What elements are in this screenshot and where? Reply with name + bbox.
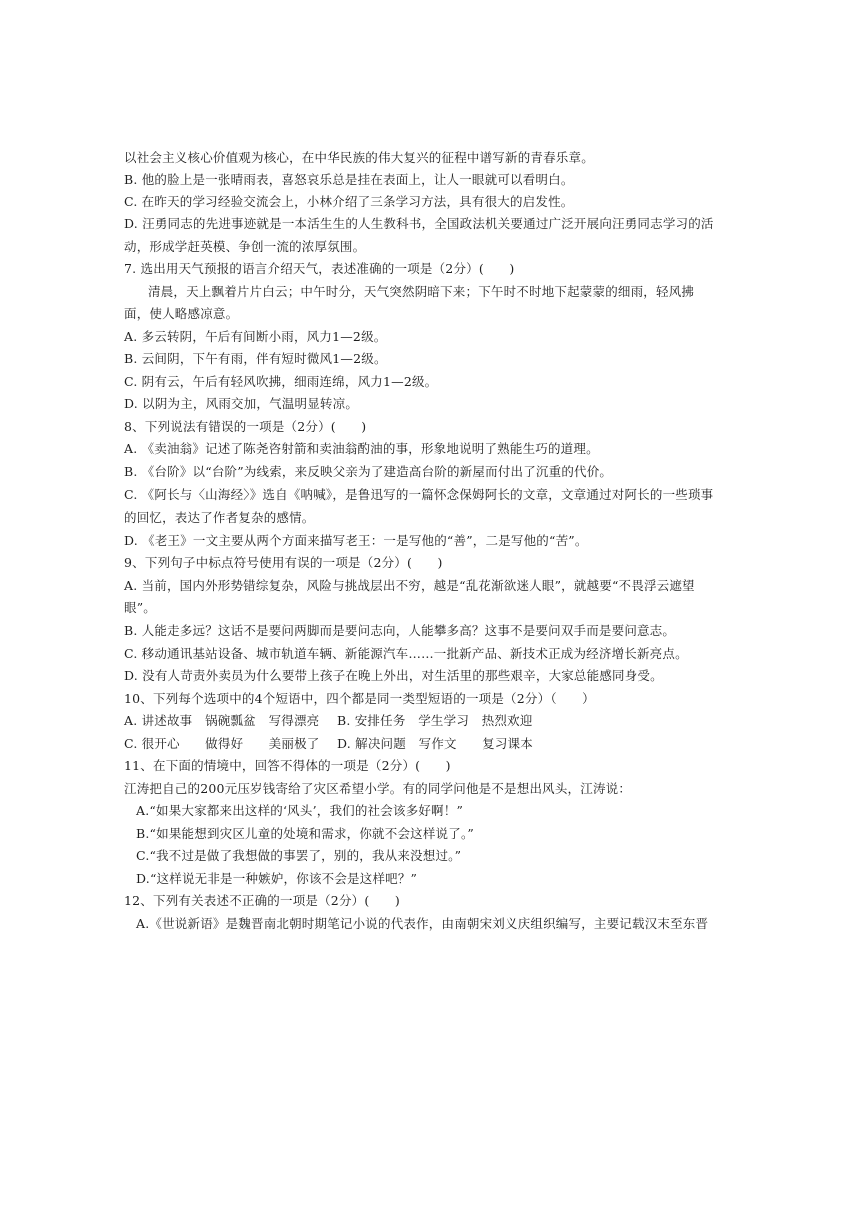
q10-option-d: D. 解决问题 写作文 复习课本	[337, 736, 533, 751]
question-8: 8、下列说法有错误的一项是（2分）( )	[124, 419, 367, 434]
question-10: 10、下列每个选项中的4个短语中，四个都是同一类型短语的一项是（2分）（ ）	[124, 691, 595, 706]
q8-option-c: C. 《阿长与〈山海经〉》选自《呐喊》，是鲁迅写的一篇怀念保姆阿长的文章，文章通过对阿长的一些琐事	[124, 487, 714, 502]
q7-option-b: B. 云间阴，下午有雨，伴有短时微风1—2级。	[124, 351, 387, 366]
q10-options-row-2	[124, 736, 533, 752]
q7-passage-cont: 面，使人略感凉意。	[124, 306, 239, 321]
q7-option-d: D. 以阴为主，风雨交加，气温明显转凉。	[124, 396, 359, 411]
q7-passage: 清晨，天上飘着片片白云；中午时分，天气突然阴暗下来；下午时不时地下起蒙蒙的细雨，轻风拂	[148, 284, 695, 299]
q11-option-d: D.“这样说无非是一种嫉妒，你该不会是这样吧？”	[136, 871, 418, 886]
text-line: 动，形成学赶英模、争创一流的浓厚氛围。	[124, 239, 366, 254]
q6-option-d: D. 汪勇同志的先进事迹就是一本活生生的人生教科书，全国政法机关要通过广泛开展向汪勇同志学习的活	[124, 216, 714, 231]
q7-option-c: C. 阴有云，午后有轻风吹拂，细雨连绵，风力1—2级。	[124, 374, 438, 389]
text-line: 以社会主义核心价值观为核心，在中华民族的伟大复兴的征程中谱写新的青春乐章。	[124, 150, 594, 165]
question-11: 11、在下面的情境中，回答不得体的一项是（2分）( )	[124, 758, 451, 773]
question-7: 7. 选出用天气预报的语言介绍天气，表述准确的一项是（2分）( )	[124, 261, 515, 276]
q8-option-a: A. 《卖油翁》记述了陈尧咨射箭和卖油翁酌油的事，形象地说明了熟能生巧的道理。	[124, 441, 599, 456]
q6-option-b: B. 他的脸上是一张晴雨表，喜怒哀乐总是挂在表面上，让人一眼就可以看明白。	[124, 172, 574, 187]
q11-option-b: B.“如果能想到灾区儿童的处境和需求，你就不会这样说了。”	[136, 826, 474, 841]
q10-options-row-1	[124, 713, 533, 729]
question-12: 12、下列有关表述不正确的一项是（2分）( )	[124, 893, 400, 908]
q9-option-c: C. 移动通讯基站设备、城市轨道车辆、新能源汽车……一批新产品、新技术正成为经济增长新亮点。	[124, 646, 688, 661]
text-line: 的回忆，表达了作者复杂的感情。	[124, 510, 315, 525]
q11-scenario: 江涛把自己的200元压岁钱寄给了灾区希望小学。有的同学问他是不是想出风头，江涛说：	[124, 781, 632, 796]
q10-option-b: B. 安排任务 学生学习 热烈欢迎	[337, 713, 533, 728]
q12-option-a: A.《世说新语》是魏晋南北朝时期笔记小说的代表作，由南朝宋刘义庆组织编写，主要记载汉末至东晋	[136, 916, 709, 931]
question-9: 9、下列句子中标点符号使用有误的一项是（2分）( )	[124, 555, 443, 570]
q11-option-c: C.“我不过是做了我想做的事罢了，别的，我从来没想过。”	[136, 848, 462, 863]
q10-option-a: A. 讲述故事 锅碗瓢盆 写得漂亮	[124, 713, 320, 728]
text-line: 眼”。	[124, 600, 156, 615]
q11-option-a: A.“如果大家都来出这样的‘风头’，我们的社会该多好啊！”	[136, 803, 464, 818]
q8-option-d: D. 《老王》一文主要从两个方面来描写老王：一是写他的“善”，二是写他的“苦”。	[124, 533, 588, 548]
q9-option-d: D. 没有人苛责外卖员为什么要带上孩子在晚上外出，对生活里的那些艰辛，大家总能感同身受。	[124, 668, 663, 683]
q9-option-b: B. 人能走多远？这话不是要问两脚而是要问志向，人能攀多高？这事不是要问双手而是要问意志。	[124, 623, 676, 638]
q6-option-c: C. 在昨天的学习经验交流会上，小林介绍了三条学习方法，具有很大的启发性。	[124, 194, 574, 209]
q9-option-a: A. 当前，国内外形势错综复杂，风险与挑战层出不穷，越是“乱花渐欲迷人眼”，就越要“不畏浮云遮望	[124, 578, 695, 593]
q10-option-c: C. 很开心 做得好 美丽极了	[124, 736, 320, 751]
q8-option-b: B. 《台阶》以“台阶”为线索，来反映父亲为了建造高台阶的新屋而付出了沉重的代价。	[124, 464, 613, 479]
q7-option-a: A. 多云转阴，午后有间断小雨，风力1—2级。	[124, 329, 387, 344]
